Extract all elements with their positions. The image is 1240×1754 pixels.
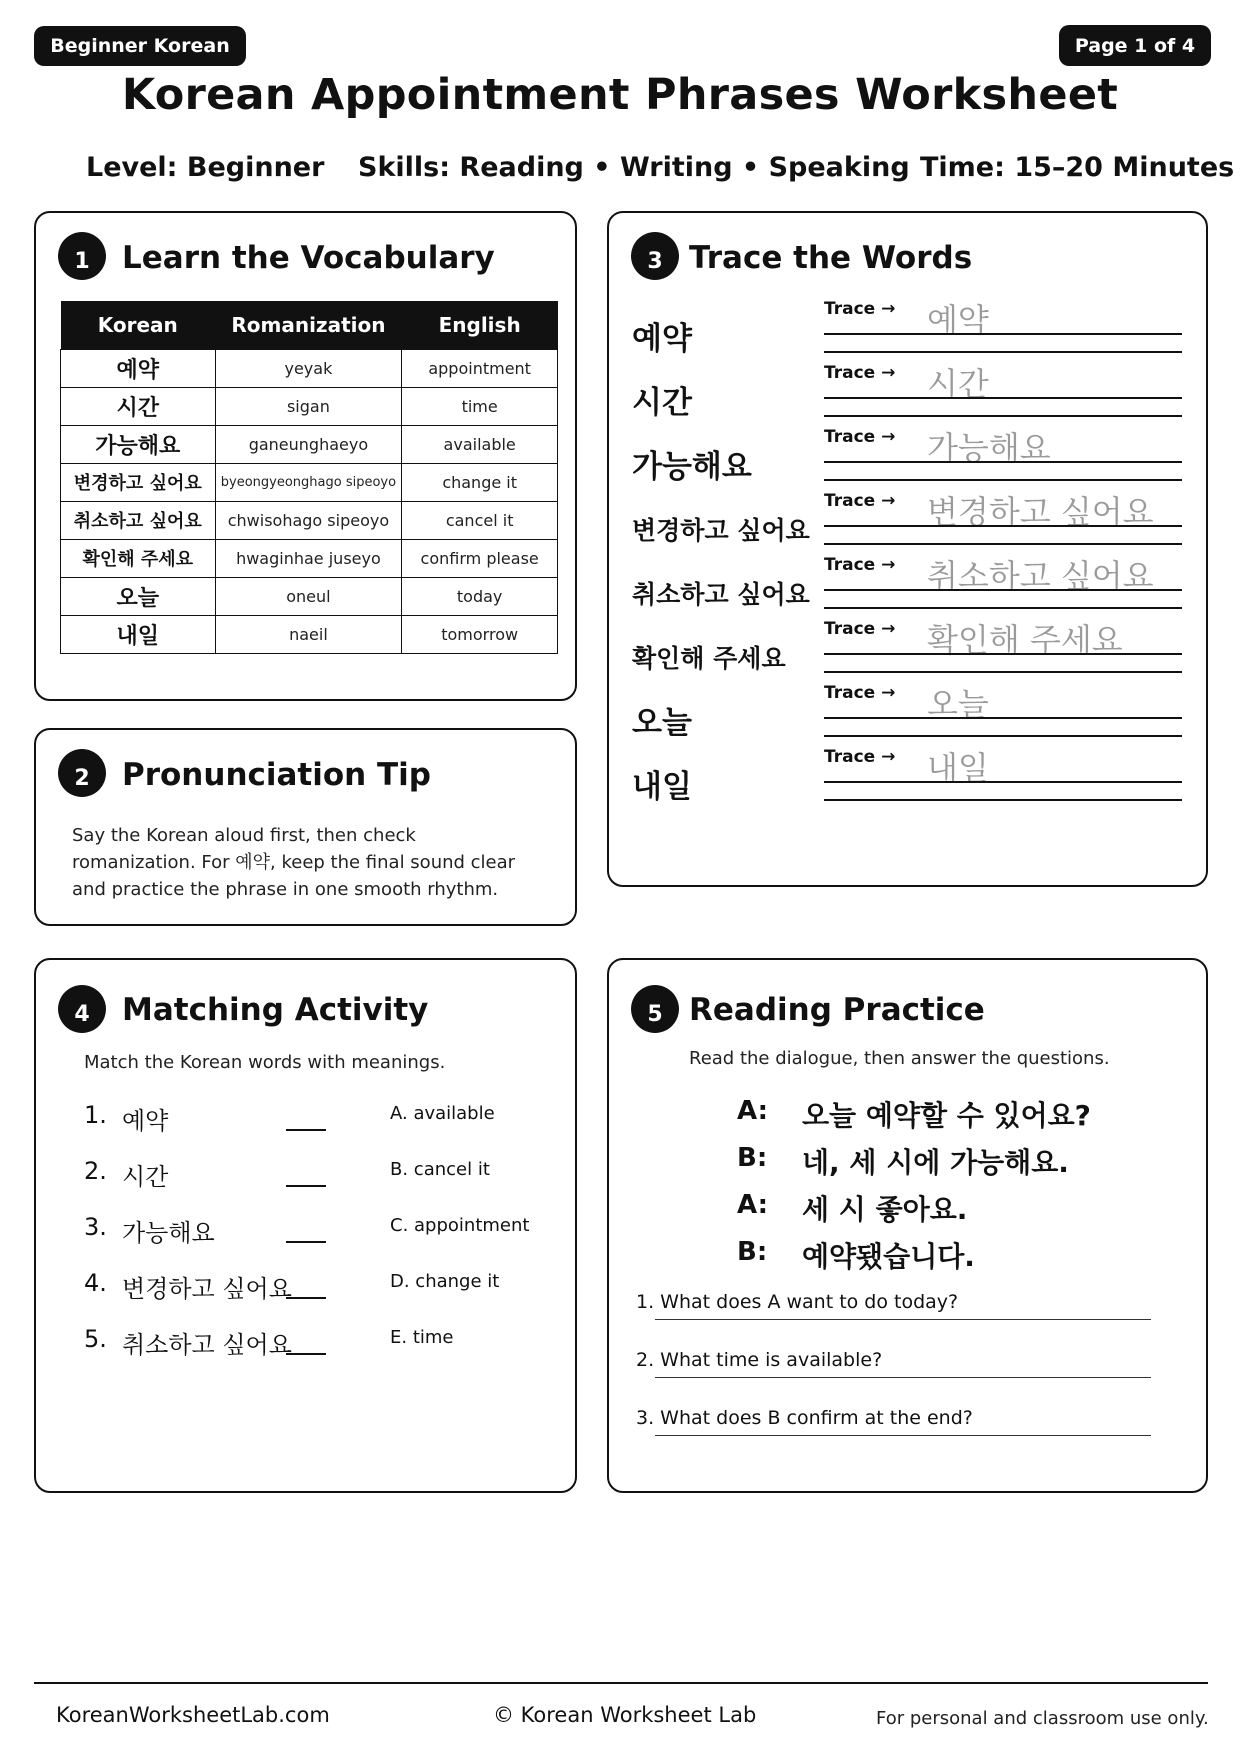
- section-number-badge: 3: [631, 232, 679, 280]
- trace-ghost-text: 내일: [927, 749, 989, 787]
- romanization-cell: chwisohago sipeoyo: [215, 501, 402, 539]
- dialogue-line: 네, 세 시에 가능해요.: [802, 1146, 1069, 1179]
- writing-line[interactable]: [824, 671, 1182, 673]
- skills-info: Skills: Reading • Writing • Speaking: [358, 152, 910, 183]
- trace-word: 내일: [632, 769, 692, 805]
- trace-word: 예약: [632, 321, 692, 357]
- answer-blank[interactable]: [286, 1353, 326, 1355]
- table-row: [61, 425, 558, 463]
- writing-line[interactable]: [824, 717, 1182, 719]
- romanization-cell: ganeunghaeyo: [215, 425, 402, 463]
- trace-label: Trace →: [824, 747, 896, 767]
- table-row: [61, 463, 558, 501]
- korean-cell: 가능해요: [61, 425, 216, 463]
- answer-line[interactable]: [655, 1377, 1151, 1378]
- writing-line[interactable]: [824, 607, 1182, 609]
- trace-word: 가능해요: [632, 449, 752, 485]
- trace-label: Trace →: [824, 555, 896, 575]
- trace-label: Trace →: [824, 683, 896, 703]
- answer-blank[interactable]: [286, 1241, 326, 1243]
- matching-item: [36, 1269, 579, 1309]
- trace-ghost-text: 취소하고 싶어요: [927, 557, 1154, 595]
- section-title: Reading Practice: [689, 992, 985, 1028]
- footer-website: KoreanWorksheetLab.com: [56, 1703, 330, 1727]
- english-cell: today: [402, 577, 558, 615]
- writing-line[interactable]: [824, 479, 1182, 481]
- english-cell: confirm please: [402, 539, 558, 577]
- pronunciation-tip-text: Say the Korean aloud first, then check romanization. For 예약, keep the final sound clear and practice the phrase in one smooth rhythm.: [72, 825, 516, 900]
- matching-item: [36, 1101, 579, 1141]
- trace-section: [607, 211, 1208, 887]
- item-number: 3.: [84, 1213, 107, 1241]
- section-title: Pronunciation Tip: [122, 757, 432, 793]
- section-title: Trace the Words: [689, 240, 973, 276]
- item-number: 5.: [84, 1325, 107, 1353]
- option-label: E. time: [390, 1327, 454, 1348]
- item-word: 예약: [122, 1107, 169, 1135]
- korean-cell: 오늘: [61, 577, 216, 615]
- matching-section: [34, 958, 577, 1493]
- section-number-badge: 2: [58, 749, 106, 797]
- trace-row: [609, 363, 1210, 427]
- trace-row: [609, 491, 1210, 555]
- pronunciation-section: [34, 728, 577, 926]
- table-row: [61, 349, 558, 387]
- dialogue-speaker: A:: [737, 1096, 769, 1126]
- table-row: [61, 615, 558, 653]
- option-label: C. appointment: [390, 1215, 530, 1236]
- vocabulary-table: [60, 301, 558, 654]
- writing-line[interactable]: [824, 781, 1182, 783]
- trace-row: [609, 619, 1210, 683]
- footer-usage-note: For personal and classroom use only.: [876, 1708, 1209, 1729]
- page-title: Korean Appointment Phrases Worksheet: [121, 70, 1119, 120]
- trace-row: [609, 555, 1210, 619]
- item-number: 4.: [84, 1269, 107, 1297]
- question: 1. What does A want to do today?: [636, 1291, 959, 1313]
- trace-row: [609, 747, 1210, 811]
- korean-cell: 시간: [61, 387, 216, 425]
- romanization-cell: yeyak: [215, 349, 402, 387]
- matching-instruction: Match the Korean words with meanings.: [84, 1052, 446, 1073]
- item-word: 변경하고 싶어요: [122, 1275, 292, 1303]
- trace-ghost-text: 예약: [927, 301, 989, 339]
- item-number: 2.: [84, 1157, 107, 1185]
- trace-ghost-text: 변경하고 싶어요: [927, 493, 1154, 531]
- english-cell: appointment: [402, 349, 558, 387]
- trace-label: Trace →: [824, 299, 896, 319]
- english-cell: available: [402, 425, 558, 463]
- answer-line[interactable]: [655, 1319, 1151, 1320]
- trace-row: [609, 299, 1210, 363]
- romanization-cell: hwaginhae juseyo: [215, 539, 402, 577]
- option-label: B. cancel it: [390, 1159, 490, 1180]
- matching-item: [36, 1157, 579, 1197]
- dialogue-speaker: B:: [737, 1237, 768, 1267]
- option-label: A. available: [390, 1103, 495, 1124]
- romanization-cell: naeil: [215, 615, 402, 653]
- page-number-badge: Page 1 of 4: [1059, 25, 1211, 66]
- writing-line[interactable]: [824, 333, 1182, 335]
- item-number: 1.: [84, 1101, 107, 1129]
- dialogue-speaker: B:: [737, 1143, 768, 1173]
- answer-line[interactable]: [655, 1435, 1151, 1436]
- writing-line[interactable]: [824, 543, 1182, 545]
- answer-blank[interactable]: [286, 1185, 326, 1187]
- column-header: English: [402, 301, 558, 349]
- level-info: Level: Beginner: [86, 152, 325, 183]
- dialogue-line: 세 시 좋아요.: [802, 1193, 968, 1226]
- english-cell: tomorrow: [402, 615, 558, 653]
- romanization-cell: oneul: [215, 577, 402, 615]
- dialogue-speaker: A:: [737, 1190, 769, 1220]
- footer-copyright: © Korean Worksheet Lab: [493, 1703, 757, 1727]
- section-title: Learn the Vocabulary: [122, 240, 495, 276]
- trace-word: 확인해 주세요: [632, 644, 786, 673]
- column-header: Romanization: [215, 301, 402, 349]
- table-row: [61, 577, 558, 615]
- vocabulary-section: [34, 211, 577, 701]
- time-info: Time: 15–20 Minutes: [920, 152, 1235, 183]
- item-word: 가능해요: [122, 1219, 215, 1247]
- table-row: [61, 387, 558, 425]
- romanization-cell: sigan: [215, 387, 402, 425]
- dialogue-line: 예약됐습니다.: [802, 1240, 975, 1273]
- writing-line[interactable]: [824, 589, 1182, 591]
- trace-row: [609, 683, 1210, 747]
- korean-cell: 예약: [61, 349, 216, 387]
- item-word: 시간: [122, 1163, 169, 1191]
- level-badge: Beginner Korean: [34, 26, 246, 66]
- writing-line[interactable]: [824, 525, 1182, 527]
- korean-cell: 확인해 주세요: [61, 539, 216, 577]
- trace-ghost-text: 가능해요: [927, 429, 1051, 467]
- writing-line[interactable]: [824, 735, 1182, 737]
- english-cell: change it: [402, 463, 558, 501]
- column-header: Korean: [61, 301, 216, 349]
- matching-item: [36, 1325, 579, 1365]
- trace-label: Trace →: [824, 427, 896, 447]
- trace-word: 시간: [632, 385, 692, 421]
- question: 3. What does B confirm at the end?: [636, 1407, 973, 1429]
- trace-row: [609, 427, 1210, 491]
- writing-line[interactable]: [824, 397, 1182, 399]
- writing-line[interactable]: [824, 799, 1182, 801]
- trace-ghost-text: 시간: [927, 365, 989, 403]
- writing-line[interactable]: [824, 415, 1182, 417]
- korean-cell: 내일: [61, 615, 216, 653]
- trace-word: 변경하고 싶어요: [632, 516, 810, 545]
- section-number-badge: 5: [631, 985, 679, 1033]
- writing-line[interactable]: [824, 351, 1182, 353]
- reading-instruction: Read the dialogue, then answer the questions.: [689, 1048, 1110, 1069]
- trace-word: 오늘: [632, 705, 692, 741]
- item-word: 취소하고 싶어요: [122, 1331, 292, 1359]
- korean-cell: 변경하고 싶어요: [61, 463, 216, 501]
- romanization-cell: byeongyeonghago sipeoyo: [215, 463, 402, 501]
- option-label: D. change it: [390, 1271, 500, 1292]
- writing-line[interactable]: [824, 461, 1182, 463]
- table-header-row: [61, 301, 558, 349]
- answer-blank[interactable]: [286, 1297, 326, 1299]
- footer-divider: [34, 1682, 1208, 1684]
- dialogue-line: 오늘 예약할 수 있어요?: [802, 1099, 1091, 1132]
- matching-item: [36, 1213, 579, 1253]
- writing-line[interactable]: [824, 653, 1182, 655]
- trace-ghost-text: 오늘: [927, 685, 989, 723]
- english-cell: cancel it: [402, 501, 558, 539]
- trace-ghost-text: 확인해 주세요: [927, 621, 1123, 659]
- korean-cell: 취소하고 싶어요: [61, 501, 216, 539]
- english-cell: time: [402, 387, 558, 425]
- answer-blank[interactable]: [286, 1129, 326, 1131]
- section-title: Matching Activity: [122, 992, 429, 1028]
- trace-label: Trace →: [824, 363, 896, 383]
- reading-section: [607, 958, 1208, 1493]
- trace-word: 취소하고 싶어요: [632, 580, 810, 609]
- section-number-badge: 4: [58, 985, 106, 1033]
- trace-label: Trace →: [824, 619, 896, 639]
- table-row: [61, 501, 558, 539]
- trace-label: Trace →: [824, 491, 896, 511]
- table-row: [61, 539, 558, 577]
- section-number-badge: 1: [58, 232, 106, 280]
- question: 2. What time is available?: [636, 1349, 883, 1371]
